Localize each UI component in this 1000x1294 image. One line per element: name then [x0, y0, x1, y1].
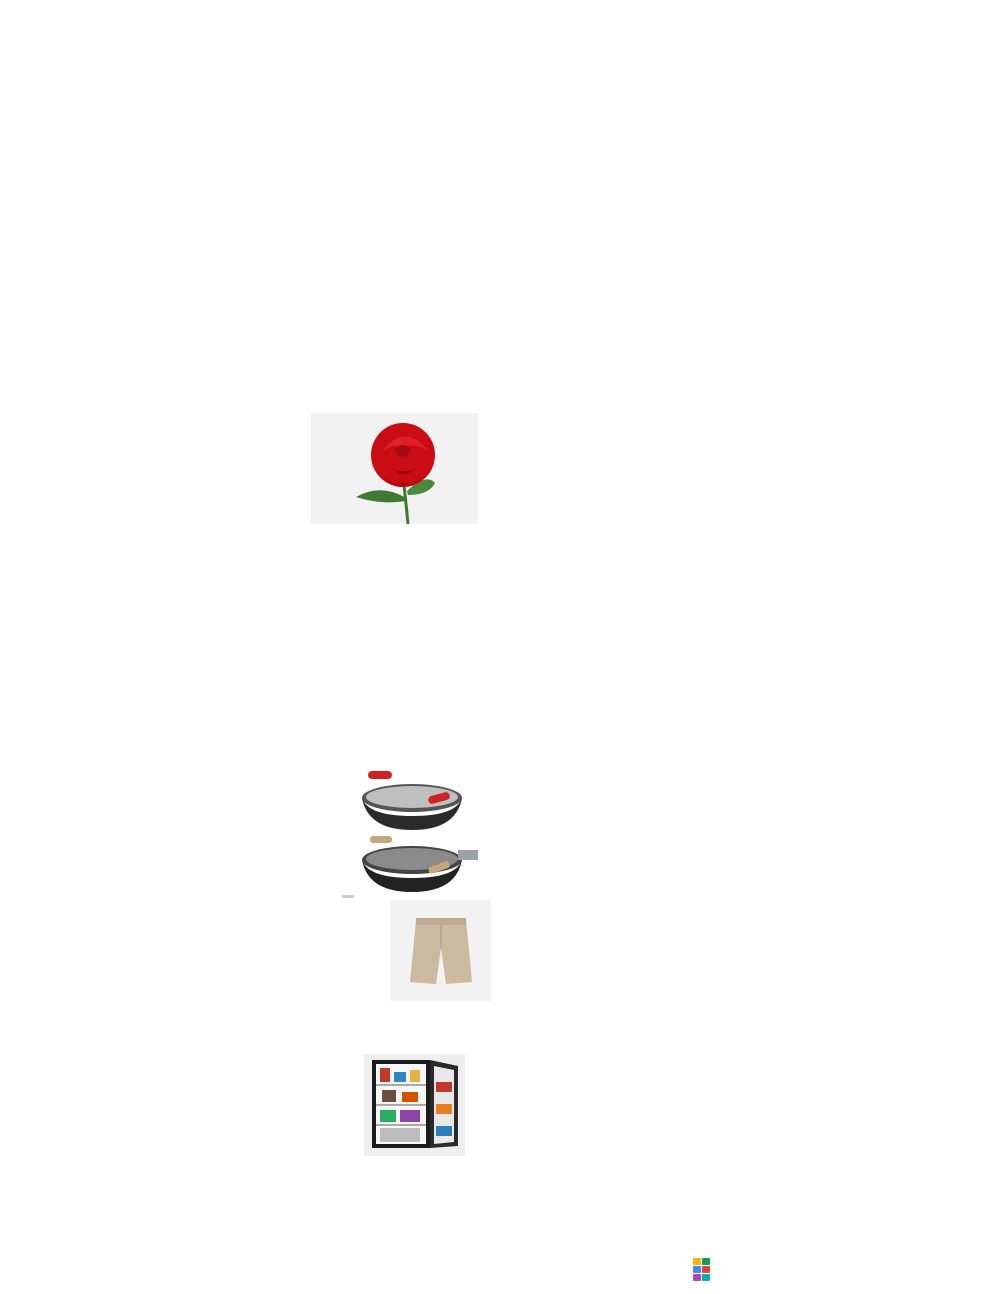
brown-shorts-image	[390, 900, 491, 1001]
liveworksheets-logo	[693, 1255, 713, 1285]
frying-pan-image	[340, 768, 480, 900]
refrigerator-image	[364, 1054, 465, 1156]
rose-image	[311, 413, 478, 524]
logo-mark-icon	[693, 1258, 711, 1282]
